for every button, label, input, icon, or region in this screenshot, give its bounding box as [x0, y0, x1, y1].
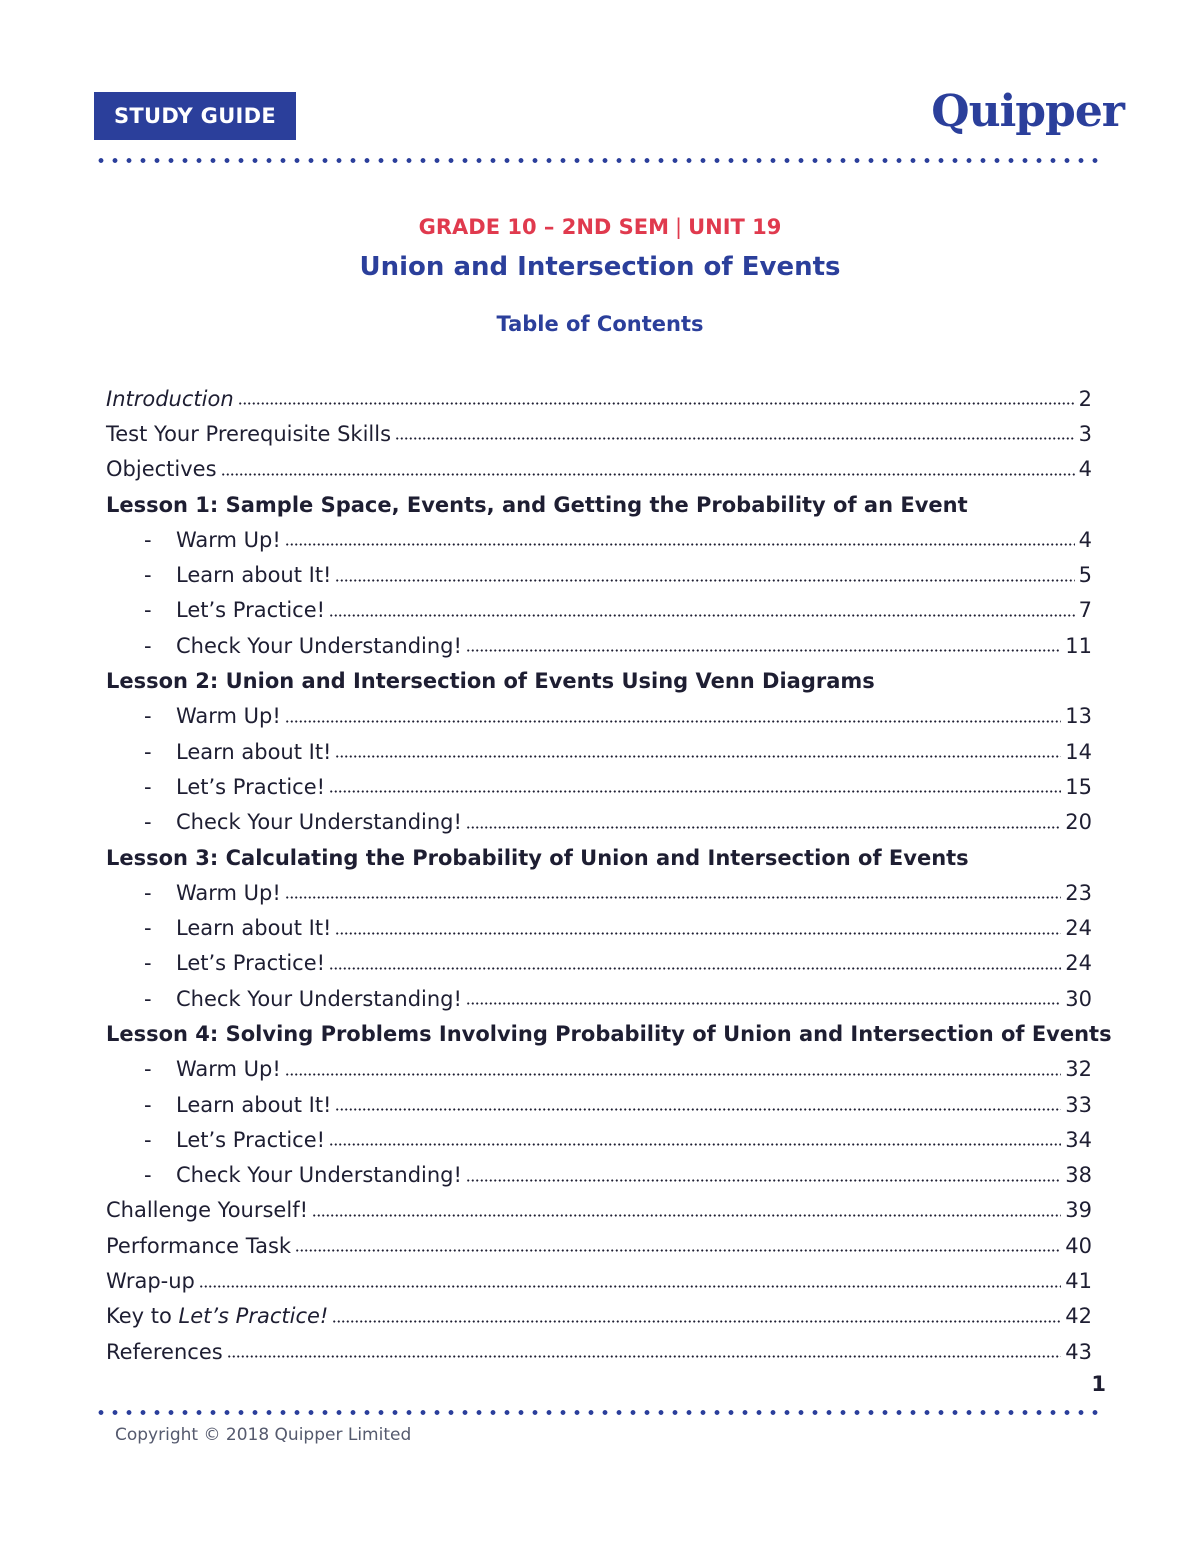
bullet-dash: -: [144, 1092, 152, 1117]
toc-entry-label: Wrap-up: [106, 1269, 195, 1294]
dot-leader: [285, 720, 1061, 723]
toc-entry-page: 41: [1065, 1269, 1092, 1294]
toc-entry-page: 24: [1065, 951, 1092, 976]
lesson-title: Lesson 2: Union and Intersection of Events Using Venn Diagrams: [106, 669, 875, 694]
toc-entry-label: References: [106, 1339, 223, 1364]
dot-leader: [466, 1179, 1061, 1182]
dot-leader: [335, 932, 1061, 935]
top-dotted-divider: [94, 158, 1106, 163]
toc-entry-page: 4: [1078, 527, 1092, 552]
bullet-dash: -: [144, 916, 152, 941]
dot-leader: [395, 437, 1075, 440]
key-emphasis: Let’s Practice!: [178, 1304, 329, 1329]
toc-entry-prerequisite[interactable]: [106, 416, 1092, 451]
toc-subentry[interactable]: [106, 1087, 1092, 1122]
toc-subentry[interactable]: [106, 522, 1092, 557]
toc-subentry[interactable]: [106, 1158, 1092, 1193]
copyright-notice: Copyright © 2018 Quipper Limited: [115, 1425, 412, 1445]
toc-entry-label: Let’s Practice!: [176, 598, 326, 623]
toc-entry-page: 4: [1078, 457, 1092, 482]
toc-entry-label: Check Your Understanding!: [176, 1163, 462, 1188]
bullet-dash: -: [144, 598, 152, 623]
toc-entry-page: 24: [1065, 916, 1092, 941]
toc-entry-label: Check Your Understanding!: [176, 986, 462, 1011]
key-prefix: Key to: [106, 1304, 179, 1329]
toc-entry-page: 40: [1065, 1233, 1092, 1258]
page-title: Union and Intersection of Events: [359, 252, 841, 282]
toc-entry-label: Let’s Practice!: [176, 1127, 326, 1152]
grade-separator: |: [675, 215, 683, 239]
dot-leader: [221, 473, 1075, 476]
dot-leader: [285, 543, 1075, 546]
toc-entry-page: 43: [1065, 1339, 1092, 1364]
bullet-dash: -: [144, 1127, 152, 1152]
toc-entry-page: 11: [1065, 633, 1092, 658]
grade-label: GRADE 10 – 2ND SEM: [418, 215, 669, 239]
toc-entry-label: Introduction: [106, 386, 234, 411]
toc-entry-page: 7: [1078, 598, 1092, 623]
toc-entry-label: Test Your Prerequisite Skills: [106, 421, 392, 446]
toc-entry-label: Warm Up!: [176, 880, 281, 905]
table-of-contents: [106, 381, 1112, 1369]
toc-subentry[interactable]: [106, 981, 1092, 1016]
toc-subentry[interactable]: [106, 769, 1092, 804]
toc-entry-wrap-up[interactable]: [106, 1263, 1092, 1298]
toc-subentry[interactable]: [106, 946, 1092, 981]
toc-entry-objectives[interactable]: [106, 452, 1092, 487]
toc-subentry[interactable]: [106, 875, 1092, 910]
toc-entry-page: 13: [1065, 704, 1092, 729]
toc-entry-page: 3: [1078, 421, 1092, 446]
toc-subentry[interactable]: [106, 734, 1092, 769]
bullet-dash: -: [144, 633, 152, 658]
dot-leader: [332, 1320, 1061, 1323]
toc-entry-page: 33: [1065, 1092, 1092, 1117]
toc-entry-label: Warm Up!: [176, 1057, 281, 1082]
toc-lesson-3-heading[interactable]: [106, 840, 1092, 875]
dot-leader: [329, 967, 1061, 970]
toc-entry-performance-task[interactable]: [106, 1228, 1092, 1263]
dot-leader: [335, 579, 1074, 582]
toc-subentry[interactable]: [106, 557, 1092, 592]
toc-entry-page: 30: [1065, 986, 1092, 1011]
bullet-dash: -: [144, 704, 152, 729]
bullet-dash: -: [144, 563, 152, 588]
lesson-title: Lesson 1: Sample Space, Events, and Getting the Probability of an Event: [106, 492, 968, 517]
toc-entry-references[interactable]: [106, 1334, 1092, 1369]
toc-entry-key[interactable]: [106, 1299, 1092, 1334]
unit-label: UNIT 19: [688, 215, 782, 239]
dot-leader: [285, 896, 1061, 899]
toc-entry-label: Let’s Practice!: [176, 774, 326, 799]
toc-subentry[interactable]: [106, 910, 1092, 945]
toc-entry-page: 20: [1065, 810, 1092, 835]
dot-leader: [329, 1143, 1061, 1146]
toc-entry-label: Warm Up!: [176, 704, 281, 729]
bullet-dash: -: [144, 739, 152, 764]
bullet-dash: -: [144, 1057, 152, 1082]
toc-entry-label: Learn about It!: [176, 563, 332, 588]
dot-leader: [335, 755, 1061, 758]
toc-entry-page: 32: [1065, 1057, 1092, 1082]
toc-lesson-4-heading[interactable]: [106, 1016, 1112, 1051]
toc-subentry[interactable]: [106, 805, 1092, 840]
toc-entry-page: 38: [1065, 1163, 1092, 1188]
dot-leader: [329, 614, 1075, 617]
toc-entry-page: 5: [1078, 563, 1092, 588]
toc-entry-label: Warm Up!: [176, 527, 281, 552]
toc-subentry[interactable]: [106, 699, 1092, 734]
toc-entry-label: [106, 1304, 328, 1328]
toc-subentry[interactable]: [106, 1122, 1092, 1157]
toc-entry-label: Check Your Understanding!: [176, 633, 462, 658]
toc-subentry[interactable]: [106, 628, 1092, 663]
toc-entry-label: Check Your Understanding!: [176, 810, 462, 835]
toc-entry-label: Learn about It!: [176, 916, 332, 941]
bullet-dash: -: [144, 774, 152, 799]
toc-entry-label: Objectives: [106, 457, 217, 482]
toc-entry-label: Let’s Practice!: [176, 951, 326, 976]
toc-entry-challenge[interactable]: [106, 1193, 1092, 1228]
toc-entry-page: 39: [1065, 1198, 1092, 1223]
toc-entry-page: 15: [1065, 774, 1092, 799]
dot-leader: [285, 1073, 1061, 1076]
bullet-dash: -: [144, 527, 152, 552]
toc-entry-label: Learn about It!: [176, 739, 332, 764]
bullet-dash: -: [144, 951, 152, 976]
lesson-title: Lesson 4: Solving Problems Involving Probability of Union and Intersection of Events: [106, 1021, 1112, 1046]
page-number: 1: [1091, 1372, 1106, 1396]
bullet-dash: -: [144, 986, 152, 1011]
bullet-dash: -: [144, 810, 152, 835]
dot-leader: [295, 1249, 1061, 1252]
toc-entry-introduction[interactable]: [106, 381, 1092, 416]
quipper-logo: Quipper: [931, 86, 1124, 137]
toc-subentry[interactable]: [106, 1052, 1092, 1087]
study-guide-badge: STUDY GUIDE: [94, 92, 296, 140]
bottom-dotted-divider: [94, 1410, 1106, 1415]
dot-leader: [312, 1214, 1061, 1217]
dot-leader: [227, 1355, 1062, 1358]
dot-leader: [335, 1108, 1061, 1111]
toc-lesson-2-heading[interactable]: [106, 663, 1092, 698]
toc-entry-label: Challenge Yourself!: [106, 1198, 309, 1223]
toc-entry-page: 2: [1078, 386, 1092, 411]
toc-entry-page: 42: [1065, 1304, 1092, 1329]
bullet-dash: -: [144, 880, 152, 905]
toc-entry-page: 14: [1065, 739, 1092, 764]
dot-leader: [329, 790, 1061, 793]
lesson-title: Lesson 3: Calculating the Probability of Union and Intersection of Events: [106, 845, 969, 870]
grade-unit-heading: [0, 215, 1200, 239]
toc-heading: Table of Contents: [496, 312, 704, 336]
toc-entry-page: 34: [1065, 1127, 1092, 1152]
toc-subentry[interactable]: [106, 593, 1092, 628]
dot-leader: [466, 826, 1061, 829]
toc-lesson-1-heading[interactable]: [106, 487, 1092, 522]
toc-entry-label: Learn about It!: [176, 1092, 332, 1117]
toc-entry-label: Performance Task: [106, 1233, 292, 1258]
dot-leader: [238, 402, 1075, 405]
dot-leader: [466, 1002, 1061, 1005]
toc-entry-page: 23: [1065, 880, 1092, 905]
dot-leader: [466, 649, 1061, 652]
bullet-dash: -: [144, 1163, 152, 1188]
dot-leader: [199, 1285, 1061, 1288]
